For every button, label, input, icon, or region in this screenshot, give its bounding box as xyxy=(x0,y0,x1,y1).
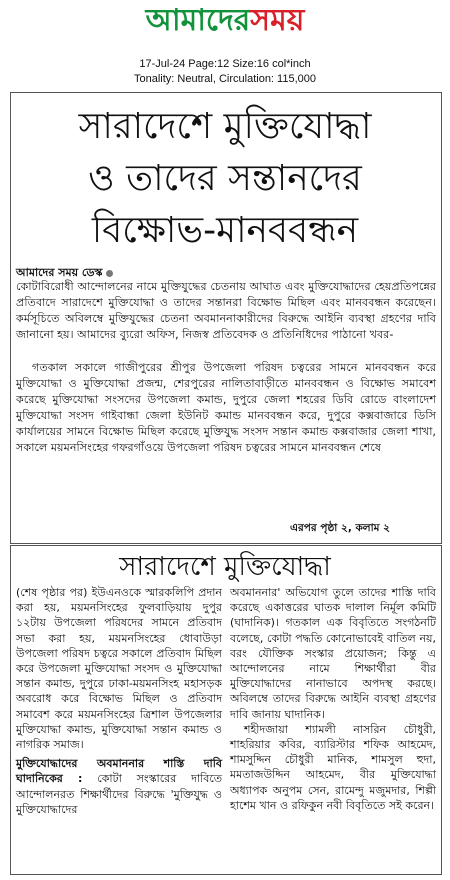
article-headline-line1: সারাদেশে মুক্তিযোদ্ধা xyxy=(78,106,372,147)
newspaper-masthead xyxy=(0,0,450,42)
clipping-meta-tonality: Tonality: Neutral, Circulation: 115,000 xyxy=(133,73,316,85)
clipping-meta-date-page: 17-Jul-24 Page:12 Size:16 col*inch xyxy=(139,58,311,70)
subheading: মুক্তিযোদ্ধাদের অবমাননার শাস্তি দাবি ঘাদানিকের : xyxy=(16,757,222,786)
continuation-headline: সারাদেশে মুক্তিযোদ্ধা xyxy=(119,552,331,582)
left-column-paragraph: (শেষ পৃষ্ঠার পর) ইউএনওকে স্মারকলিপি প্রদান করা হয়, ময়মনসিংহের ফুলবাড়িয়ায় দুপুর ১২টায় উপজেলা পরিষদের সামনে প্রতিবাদ সভা করা হয়, ময়মনসিংহের ধোবাউড়া উপজেলা পরিষদ চত্বরে সকালে প্রতিবাদ মিছিল করে উপজেলা মুক্তিযোদ্ধা সংসদ ও মুক্তিযোদ্ধা সন্তান কমান্ড, দুপুরে ঢাকা-ময়মনসিংহ মহাসড়ক অবরোধ করে বিক্ষোভ মিছিল ও প্রতিবাদ সমাবেশ করে ময়মনসিংহের ত্রিশাল উপজেলার মুক্তিযোদ্ধা কমান্ড, মুক্তিযোদ্ধা সন্তান কমান্ড ও নাগরিক সমাজ। xyxy=(16,586,222,752)
continuation-right-column xyxy=(230,585,436,813)
right-column-paragraph-1: অবমাননার' অভিযোগ তুলে তাদের শাস্তি দাবি করেছে একাত্তরের ঘাতক দালাল নির্মূল কমিটি (ঘাদানিক)। গতকাল এক বিবৃতিতে সংগঠনটি বলেছে, কোটা পদ্ধতি কোনোভাবেই বাতিল নয়, বরং যৌক্তিক সংস্কার প্রয়োজন; কিন্তু এ আন্দোলনের নামে শিক্ষার্থীরা বীর মুক্তিযোদ্ধাদের নানাভাবে অপদস্থ করছে। অবিলম্বে তাদের বিরুদ্ধে আইনি ব্যবস্থা গ্রহণের দাবি জানায় ঘাদানিক। xyxy=(230,586,436,721)
continued-on-label: এরপর পৃষ্ঠা ২, কলাম ২ xyxy=(290,522,390,534)
article-paragraph-2: গতকাল সকালে গাজীপুরের শ্রীপুর উপজেলা পরিষদ চত্বরের সামনে মানববন্ধন করে মুক্তিযোদ্ধা ও মুক্তিযোদ্ধা প্রজন্ম, শেরপুরের নালিতাবাড়ীতে মানববন্ধন ও বিক্ষোভ সমাবেশ করেছে মুক্তিযোদ্ধা সংসদের উপজেলা কমান্ড, দুপুরে জেলা শহরের ডিবি রোডে বাংলাদেশ মুক্তিযোদ্ধা সংসদ গাইবান্ধা জেলা ইউনিট কমান্ড মানববন্ধন করে, দুপুরে কক্সবাজারে ডিসি কার্যালয়ের সামনে বিক্ষোভ মিছিল করেছে মুক্তিযুদ্ধ সংসদ সন্তান কমান্ড কক্সবাজার জেলা শাখা, সকালে ময়মনসিংহের গফরগাঁওয়ে উপজেলা পরিষদ চত্বরের সামনে মানববন্ধন শেষে xyxy=(16,361,436,454)
subheading-body: কোটা সংস্কারের দাবিতে আন্দোলনরত শিক্ষার্থীদের বিরুদ্ধে 'মুক্তিযুদ্ধ ও মুক্তিযোদ্ধাদের xyxy=(16,772,223,816)
logo-text-amader: আমাদের xyxy=(145,3,251,38)
right-column-paragraph-2: শহীদজায়া শ্যামলী নাসরিন চৌধুরী, শাহরিয়ার কবির, ব্যারিস্টার শফিক আহমেদ, শামসুদ্দিন চৌধুরী মানিক, শামসুল হুদা, মমতাজউদ্দিন আহমেদ, বীর মুক্তিযোদ্ধা অধ্যাপক অনুপম সেন, রামেন্দু মজুমদার, শিল্পী হাশেম খান ও রফিকুন নবী বিবৃতিতে সই করেন। xyxy=(230,722,436,812)
left-column-paragraph-2 xyxy=(16,756,222,817)
article-headline-line2: ও তাদের সন্তানদের xyxy=(88,158,362,199)
article-paragraph-1: কোটাবিরোধী আন্দোলনের নামে মুক্তিযুদ্ধের চেতনায় আঘাত এবং মুক্তিযোদ্ধাদের হেয়প্রতিপন্নের প্রতিবাদে সারাদেশে মুক্তিযোদ্ধা ও তাদের সন্তানরা বিক্ষোভ মিছিল এবং মানববন্ধন করেছেন। কর্মসূচিতে অবিলম্বে মুক্তিযুদ্ধের চেতনা অবমাননাকারীদের বিরুদ্ধে আইনি ব্যবস্থা গ্রহণের দাবি জানানো হয়। আমাদের ব্যুরো অফিস, নিজস্ব প্রতিবেদক ও প্রতিনিধিদের পাঠানো খবর- xyxy=(16,280,436,341)
logo-text-somoy: সময় xyxy=(250,3,305,38)
continuation-left-column xyxy=(16,585,222,817)
article-headline-line3: বিক্ষোভ-মানববন্ধন xyxy=(91,210,359,251)
byline-text: আমাদের সময় ডেস্ক xyxy=(16,266,103,279)
newspaper-logo xyxy=(146,3,305,38)
bullet-icon xyxy=(106,270,113,277)
